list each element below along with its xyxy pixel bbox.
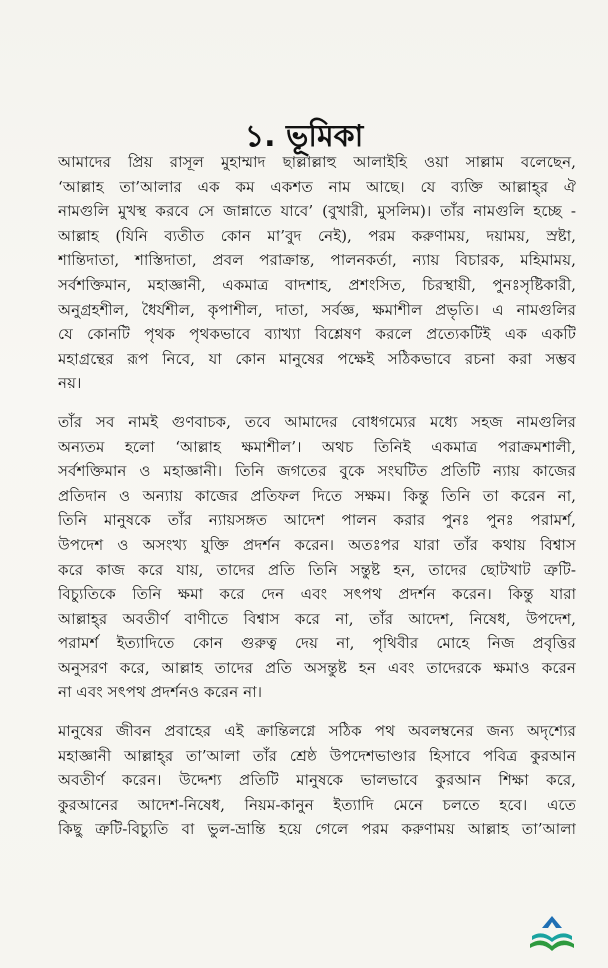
text-line: তাঁর সব নামই গুণবাচক, তবে আমাদের বোধগম্যের মধ্যে সহজ নামগুলির	[58, 412, 576, 431]
text-line: কুরআনের আদেশ-নিষেধ, নিয়ম-কানুন ইত্যাদি মেনে চলতে হবে। এতে	[58, 795, 576, 814]
text-line: বিচ্যুতিকে তিনি ক্ষমা করে দেন এবং সৎপথ প্রদর্শন করেন। কিন্তু যারা	[58, 585, 576, 604]
text-line: ‘আল্লাহ তা’আলার এক কম একশত নাম আছে। যে ব্যক্তি আল্লাহ্‌র ঐ	[58, 177, 576, 196]
paragraph-2	[58, 410, 576, 705]
text-line: শান্তিদাতা, শাস্তিদাতা, প্রবল পরাক্রান্ত, পালনকর্তা, ন্যায় বিচারক, মহিমাময়,	[58, 251, 576, 270]
text-line: প্রতিদান ও অন্যায় কাজের প্রতিফল দিতে সক্ষম। কিন্তু তিনি তা করেন না,	[58, 486, 576, 505]
chapter-heading: ১. ভূমিকা	[244, 119, 364, 154]
text-line: আল্লাহ (যিনি ব্যতীত কোন মা’বুদ নেই), পরম করুণাময়, দয়াময়, স্রষ্টা,	[58, 226, 576, 245]
paragraph-1	[58, 150, 576, 396]
text-line: আল্লাহ্‌র অবতীর্ণ বাণীতে বিশ্বাস করে না, তাঁর আদেশ, নিষেধ, উপদেশ,	[58, 609, 576, 628]
text-line: অনুসরণ করে, আল্লাহ তাদের প্রতি অসন্তুষ্ট হন এবং তাদেরকে ক্ষমাও করেন	[58, 658, 576, 677]
text-line: না এবং সৎপথ প্রদর্শনও করেন না।	[58, 683, 263, 702]
open-book-logo-icon	[528, 914, 576, 954]
text-line: করে কাজ করে যায়, তাদের প্রতি তিনি সন্তুষ্ট হন, তাদের ছোটখাট ত্রুটি-	[58, 560, 576, 579]
text-line: তিনি মানুষকে তাঁর ন্যায়সঙ্গত আদেশ পালন করার পুনঃ পুনঃ পরামর্শ,	[58, 511, 576, 530]
text-line: উপদেশ ও অসংখ্য যুক্তি প্রদর্শন করেন। অতঃপর যারা তাঁর কথায় বিশ্বাস	[58, 535, 576, 554]
text-line: মহাগ্রন্থের রূপ নিবে, যা কোন মানুষের পক্ষেই সঠিকভাবে রচনা করা সম্ভব	[58, 349, 576, 368]
paragraph-3	[58, 719, 576, 842]
body-text	[58, 150, 576, 856]
text-line: নামগুলি মুখস্থ করবে সে জান্নাতে যাবে’ (বুখারী, মুসলিম)। তাঁর নামগুলি হচ্ছে -	[58, 202, 576, 221]
text-line: অন্যতম হলো ‘আল্লাহ ক্ষমাশীল’। অথচ তিনিই একমাত্র পরাক্রমশালী,	[58, 437, 576, 456]
text-line: আমাদের প্রিয় রাসূল মুহাম্মাদ ছাল্লাল্লাহু আলাইহি ওয়া সাল্লাম বলেছেন,	[58, 153, 576, 171]
text-line: মানুষের জীবন প্রবাহের এই ক্রান্তিলগ্নে সঠিক পথ অবলম্বনের জন্য অদৃশ্যের	[58, 722, 576, 741]
text-line: অনুগ্রহশীল, ধৈর্যশীল, কৃপাশীল, দাতা, সর্বজ্ঞ, ক্ষমাশীল প্রভৃতি। এ নামগুলির	[58, 300, 576, 319]
text-line: সর্বশক্তিমান, মহাজ্ঞানী, একমাত্র বাদশাহ, প্রশংসিত, চিরস্থায়ী, পুনঃসৃষ্টিকারী,	[58, 275, 576, 294]
text-line: নয়।	[58, 374, 82, 393]
text-line: কিছু ত্রুটি-বিচ্যুতি বা ভুল-ভ্রান্তি হয়ে গেলে পরম করুণাময় আল্লাহ তা’আলা	[58, 820, 576, 839]
text-line: যে কোনটি পৃথক পৃথকভাবে ব্যাখ্যা বিশ্লেষণ করলে প্রত্যেকটিই এক একটি	[58, 325, 576, 344]
text-line: অবতীর্ণ করেন। উদ্দেশ্য প্রতিটি মানুষকে ভালভাবে কুরআন শিক্ষা করে,	[58, 771, 576, 790]
text-line: সর্বশক্তিমান ও মহাজ্ঞানী। তিনি জগতের বুকে সংঘটিত প্রতিটি ন্যায় কাজের	[58, 462, 576, 481]
text-line: মহাজ্ঞানী আল্লাহ্‌র তা’আলা তাঁর শ্রেষ্ঠ উপদেশভাণ্ডার হিসাবে পবিত্র কুরআন	[58, 746, 576, 765]
text-line: পরামর্শ ইত্যাদিতে কোন গুরুত্ব দেয় না, পৃথিবীর মোহে নিজ প্রবৃত্তির	[58, 634, 576, 653]
